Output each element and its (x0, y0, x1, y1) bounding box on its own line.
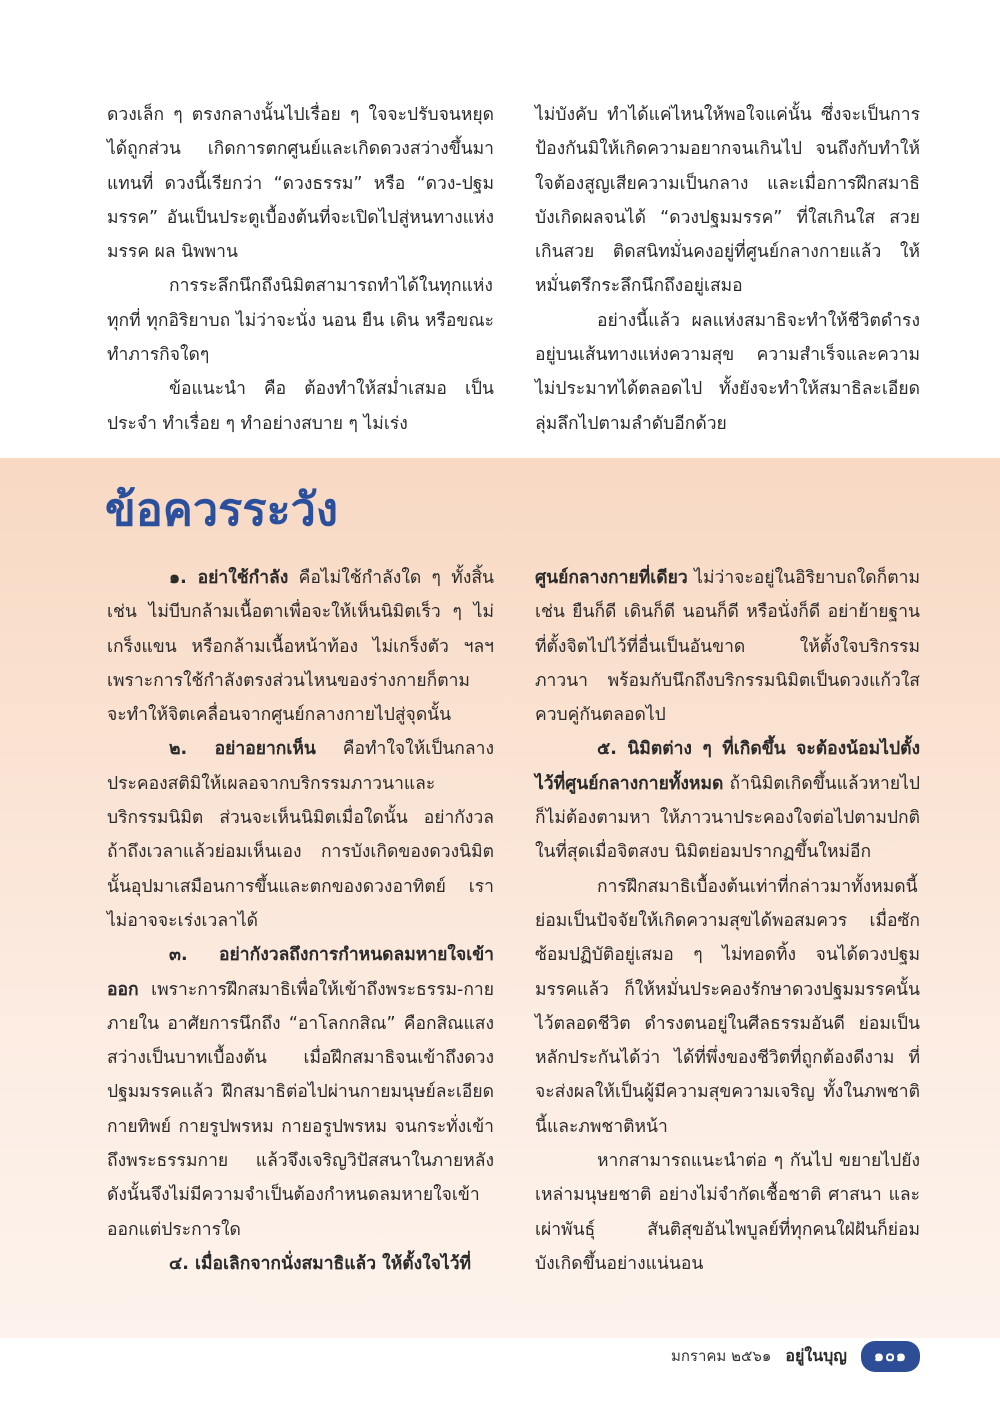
paragraph: อย่างนี้แล้ว ผลแห่งสมาธิจะทำให้ชีวิตดำรงอยู่บนเส้นทางแห่งความสุข ความสำเร็จและความไม่ประมาทได้ตลอดไป ทั้งยังจะทำให้สมาธิละเอียดลุ่มลึกไปตามลำดับอีกด้วย (535, 310, 920, 434)
item-heading: ศูนย์กลางกายที่เดียว (535, 568, 688, 588)
caution-item-1 (107, 561, 494, 732)
item-heading: ๒. อย่าอยากเห็น (169, 739, 316, 760)
item-body: ไม่ว่าจะอยู่ในอิริยาบถใดก็ตาม เช่น ยืนก็ดี เดินก็ดี นอนก็ดี หรือนั่งก็ดี อย่าย้ายฐานที่ตั้งจิตไปไว้ที่อื่นเป็นอันขาด ให้ตั้งใจบริกรรมภาวนา พร้อมกับนึกถึงบริกรรมนิมิตเป็นดวงแก้วใสควบคู่กันตลอดไป (535, 568, 920, 726)
item-body: คือทำใจให้เป็นกลาง ประคองสติมิให้เผลอจากบริกรรมภาวนาและบริกรรมนิมิต ส่วนจะเห็นนิมิตเมื่อใดนั้น อย่ากังวล ถ้าถึงเวลาแล้วย่อมเห็นเอง การบังเกิดของดวงนิมิตนั้นอุปมาเสมือนการขึ้นและตกของดวงอาทิตย์ เราไม่อาจจะเร่งเวลาได้ (107, 739, 494, 931)
paragraph: ข้อแนะนำ คือ ต้องทำให้สม่ำเสมอ เป็นประจำ ทำเรื่อย ๆ ทำอย่างสบาย ๆ ไม่เร่ง (107, 379, 494, 434)
section-heading: ข้อควรระวัง (105, 483, 338, 536)
caution-item-4-continued (535, 561, 920, 732)
caution-item-3 (107, 938, 494, 1247)
item-body: เพราะการฝึกสมาธิเพื่อให้เข้าถึงพระธรรม-กายภายใน อาศัยการนึกถึง “อาโลกกสิณ” คือกสิณแสงสว่างเป็นบาทเบื้องต้น เมื่อฝึกสมาธิจนเข้าถึงดวงปฐมมรรคแล้ว ฝึกสมาธิต่อไปผ่านกายมนุษย์ละเอียด กายทิพย์ กายรูปพรหม กายอรูปพรหม จนกระทั่งเข้าถึงพระธรรมกาย แล้วจึงเจริญวิปัสสนาในภายหลัง ดังนั้นจึงไม่มีความจำเป็นต้องกำหนดลมหายใจเข้าออกแต่ประการใด (107, 979, 494, 1240)
text-column-top-right (535, 98, 920, 441)
paragraph: ไม่บังคับ ทำได้แค่ไหนให้พอใจแค่นั้น ซึ่งจะเป็นการป้องกันมิให้เกิดความอยากจนเกินไป จนถึงกับทำให้ใจต้องสูญเสียความเป็นกลาง และเมื่อการฝึกสมาธิบังเกิดผลจนได้ “ดวงปฐมมรรค” ที่ใสเกินใส สวยเกินสวย ติดสนิทมั่นคงอยู่ที่ศูนย์กลางกายแล้ว ให้หมั่นตรึกระลึกนึกถึงอยู่เสมอ (535, 105, 920, 297)
text-column-top-left (107, 98, 494, 441)
paragraph: การระลึกนึกถึงนิมิตสามารถทำได้ในทุกแห่ง ทุกที่ ทุกอิริยาบถ ไม่ว่าจะนั่ง นอน ยืน เดิน หรือขณะทำภารกิจใดๆ (107, 276, 494, 366)
item-heading: ๕. นิมิตต่าง ๆ ที่เกิดขึ้น จะต้องน้อมไปตั้งไว้ที่ศูนย์กลางกายทั้งหมด (535, 739, 920, 794)
issue-date: มกราคม ๒๕๖๑ (670, 1347, 772, 1365)
item-heading: ๔. เมื่อเลิกจากนั่งสมาธิแล้ว ให้ตั้งใจไว้ที่ (169, 1253, 472, 1274)
text-column-bottom-left (107, 561, 494, 1281)
text-column-bottom-right (535, 561, 920, 1281)
paragraph: ดวงเล็ก ๆ ตรงกลางนั้นไปเรื่อย ๆ ใจจะปรับจนหยุดได้ถูกส่วน เกิดการตกศูนย์และเกิดดวงสว่างขึ้นมาแทนที่ ดวงนี้เรียกว่า “ดวงธรรม” หรือ “ดวง-ปฐมมรรค” อันเป็นประตูเบื้องต้นที่จะเปิดไปสู่หนทางแห่งมรรค ผล นิพพาน (107, 105, 494, 263)
caution-item-2 (107, 732, 494, 938)
item-heading: ๑. อย่าใช้กำลัง (169, 568, 289, 588)
item-body: คือไม่ใช้กำลังใด ๆ ทั้งสิ้น เช่น ไม่บีบกล้ามเนื้อตาเพื่อจะให้เห็นนิมิตเร็ว ๆ ไม่เกร็งแขน หรือกล้ามเนื้อหน้าท้อง ไม่เกร็งตัว ฯลฯ เพราะการใช้กำลังตรงส่วนไหนของร่างกายก็ตาม จะทำให้จิตเคลื่อนจากศูนย์กลางกายไปสู่จุดนั้น (107, 568, 495, 726)
caution-item-5 (535, 732, 920, 869)
paragraph: การฝึกสมาธิเบื้องต้นเท่าที่กล่าวมาทั้งหมดนี้ ย่อมเป็นปัจจัยให้เกิดความสุขได้พอสมควร เมื่อซักซ้อมปฏิบัติอยู่เสมอ ๆ ไม่ทอดทิ้ง จนได้ดวงปฐมมรรคแล้ว ก็ให้หมั่นประคองรักษาดวงปฐมมรรคนั้นไว้ตลอดชีวิต ดำรงตนอยู่ในศีลธรรมอันดี ย่อมเป็นหลักประกันได้ว่า ได้ที่พึ่งของชีวิตที่ถูกต้องดีงาม ที่จะส่งผลให้เป็นผู้มีความสุขความเจริญ ทั้งในภพชาตินี้และภพชาติหน้า (535, 876, 920, 1137)
paragraph: หากสามารถแนะนำต่อ ๆ กันไป ขยายไปยังเหล่ามนุษยชาติ อย่างไม่จำกัดเชื้อชาติ ศาสนา และเผ่าพันธุ์ สันติสุขอันไพบูลย์ที่ทุกคนใฝ่ฝันก็ย่อมบังเกิดขึ้นอย่างแน่นอน (535, 1151, 920, 1274)
page-number-badge: ๑๐๑ (861, 1341, 920, 1372)
caution-item-4 (107, 1247, 494, 1281)
magazine-name: อยู่ในบุญ (785, 1345, 847, 1365)
page-footer (671, 1338, 920, 1374)
item-body: ถ้านิมิตเกิดขึ้นแล้วหายไปก็ไม่ต้องตามหา ให้ภาวนาประคองใจต่อไปตามปกติ ในที่สุดเมื่อจิตสงบ นิมิตย่อมปรากฏขึ้นใหม่อีก (535, 773, 920, 863)
item-heading: ๓. อย่ากังวลถึงการกำหนดลมหายใจเข้าออก (107, 945, 494, 1000)
